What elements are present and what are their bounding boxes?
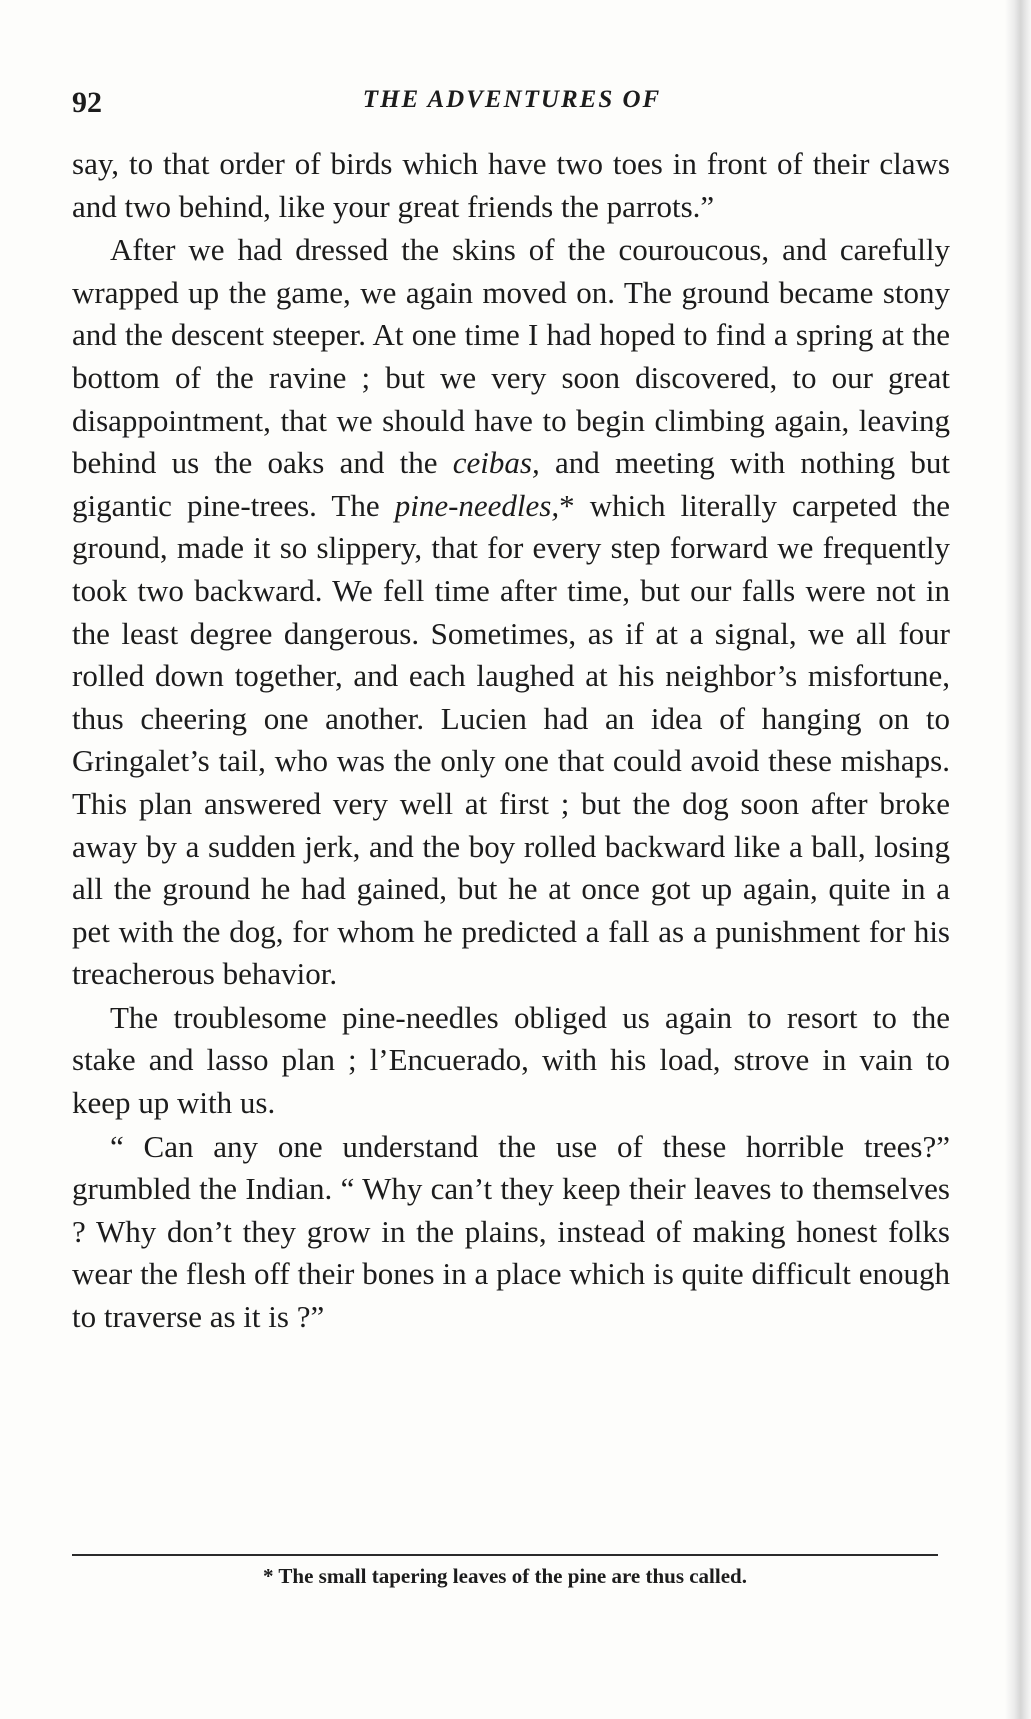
paragraph-2 bbox=[72, 229, 950, 996]
italic-term-ceibas: ceibas, bbox=[452, 445, 540, 481]
paragraph-2-part-b: and meeting with nothing but gigantic pine-trees. The bbox=[72, 445, 950, 523]
paragraph-2-part-c: * which literally carpeted the ground, made it so slippery, that for every step forward we frequently took two backward. We fell time after time, but our falls were not in the least degree dangerous. Sometimes, as if at a signal, we all four rolled down together, and each laughed at his neighbor’s misfortune, thus cheering one another. Lucien had an idea of hanging on to Gringalet’s tail, who was the only one that could avoid these mishaps. This plan answered very well at first ; but the dog soon after broke away by a sudden jerk, and the boy rolled backward like a ball, losing all the ground he had gained, but he at once got up again, quite in a pet with the dog, for whom he predicted a fall as a punishment for his treacherous behavior. bbox=[72, 487, 950, 992]
paragraph-3: The troublesome pine-needles obliged us again to resort to the stake and lasso plan ; l’Encuerado, with his load, strove in vain to keep up with us. bbox=[72, 999, 950, 1121]
italic-term-pine-needles: pine-needles, bbox=[394, 487, 560, 523]
paragraph-2-part-a: After we had dressed the skins of the couroucous, and carefully wrapped up the game, we again moved on. The ground became stony and the descent steeper. At one time I had hoped to find a spring at the bottom of the ravine ; but we very soon discovered, to our great disappointment, that we should have to begin climbing again, leaving behind us the oaks and the bbox=[72, 232, 950, 481]
running-head: THE ADVENTURES OF bbox=[362, 86, 662, 113]
page-number: 92 bbox=[72, 86, 102, 119]
page-edge-shadow bbox=[1005, 0, 1031, 1719]
body-text bbox=[72, 143, 950, 1339]
page-header bbox=[72, 86, 952, 122]
paragraph-4: “ Can any one understand the use of these horrible trees?” grumbled the Indian. “ Why can’t they keep their leaves to themselves ? Why don’t they grow in the plains, instead of making honest folks wear the flesh off their bones in a place which is quite difficult enough to traverse as it is ?” bbox=[72, 1128, 950, 1335]
footnote-divider bbox=[72, 1554, 938, 1556]
footnote: * The small tapering leaves of the pine are thus called. bbox=[263, 1564, 747, 1588]
paragraph-1: say, to that order of birds which have two toes in front of their claws and two behind, like your great friends the parrots.” bbox=[72, 146, 950, 224]
